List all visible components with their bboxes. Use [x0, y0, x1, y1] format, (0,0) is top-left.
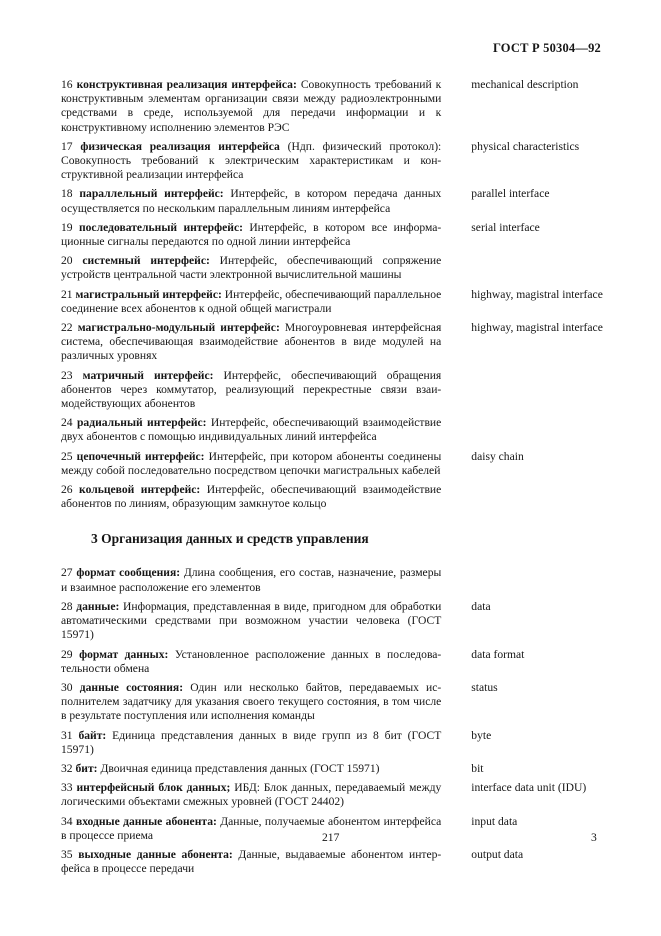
term-text: Интерфейс, в котором все информационные сигналы передаются по одной линии интерфейса: [61, 220, 442, 249]
term-text: Длина сообщения, его состав, назначение, размеры и взаимное расположение его элементов: [61, 566, 442, 594]
term-definition-ru: [61, 450, 441, 478]
term-text: Интерфейс, обеспечивающий параллельное соединение всех абонентов к одной общей магистрали: [61, 287, 442, 315]
term-english-equivalent: physical characteristics: [471, 139, 580, 153]
term-definition-ru: [61, 254, 441, 282]
term-english-equivalent: byte: [471, 728, 492, 742]
term-name: интерфейсный блок данных;: [76, 781, 231, 795]
term-text: Двоичная единица представления данных (ГОСТ 15971): [100, 761, 380, 775]
term-entry: [61, 483, 621, 511]
term-definition-ru: [61, 681, 441, 724]
term-name: бит:: [75, 761, 98, 775]
term-number: 30: [61, 680, 73, 694]
term-definition-ru: [61, 848, 441, 876]
term-entry: [61, 815, 621, 843]
term-definition-ru: [61, 600, 441, 643]
term-definition-ru: [61, 729, 441, 757]
term-text: Информация, представленная в виде, пригодном для обработки автоматическими средствами при возможном участии человека (ГОСТ 15971): [61, 599, 442, 642]
term-definition-ru: [61, 815, 441, 843]
term-number: 20: [61, 254, 73, 268]
term-definition-ru: [61, 288, 441, 316]
term-text: Данные, выдаваемые абонентом интерфейса в процессе передачи: [61, 847, 442, 876]
term-name: магистральный интерфейс:: [75, 287, 222, 301]
term-text: (Ндп. физический протокол): Совокупность требований к электрическим характеристикам и конструктивной реализации интерфейса: [61, 139, 442, 182]
term-name: системный интерфейс:: [82, 254, 210, 268]
term-number: 17: [61, 139, 73, 153]
term-english-equivalent: daisy chain: [471, 449, 524, 463]
term-entry: [61, 848, 621, 876]
term-number: 35: [61, 847, 73, 861]
term-name: байт:: [78, 728, 107, 742]
term-definition-ru: [61, 78, 441, 135]
document-body: [61, 78, 621, 881]
term-english-equivalent: serial interface: [471, 220, 540, 234]
term-text: Единица представления данных в виде групп из 8 бит (ГОСТ 15971): [61, 728, 442, 756]
term-english-equivalent: output data: [471, 847, 524, 861]
term-number: 27: [61, 566, 73, 580]
term-name: радиальный интерфейс:: [76, 416, 207, 430]
document-id: ГОСТ Р 50304—92: [492, 41, 601, 55]
term-entry: [61, 416, 621, 444]
term-entry: [61, 78, 621, 135]
term-name: формат сообщения:: [76, 566, 181, 580]
term-entry: [61, 781, 621, 809]
term-text: Интерфейс, при котором абоненты соединены между собой последовательно посредством цепочки магистральных кабелей: [61, 449, 442, 477]
term-name: последовательный интерфейс:: [78, 220, 243, 234]
term-text: Интерфейс, обеспечивающий взаимодействие двух абонентов с помощью индивидуальных линий интерфейса: [61, 416, 442, 444]
term-name: матричный интерфейс:: [82, 368, 214, 382]
term-entry: [61, 140, 621, 183]
term-definition-ru: [61, 483, 441, 511]
term-name: магистрально-модульный интерфейс:: [77, 321, 280, 335]
term-entry: [61, 187, 621, 215]
term-text: Интерфейс, обеспечивающий взаимодействие абонентов по линиям, образующим замкнутое кольцо: [61, 483, 442, 511]
term-english-equivalent: highway, magistral interface: [471, 321, 603, 335]
term-english-equivalent: highway, magistral interface: [471, 287, 603, 301]
term-entry: [61, 254, 621, 282]
term-english-equivalent: data format: [471, 647, 525, 661]
term-text: Установленное расположение данных в последовательности обмена: [61, 647, 442, 675]
term-text: Интерфейс, в котором передача данных осуществляется по нескольким параллельным линиям интерфейса: [61, 187, 442, 215]
term-text: Интерфейс, обеспечивающий обращения абонентов через коммутатор, реализующий перекрестные связи взаимодействующих абонентов: [61, 368, 442, 411]
term-name: цепочечный интерфейс:: [76, 449, 205, 463]
term-entry: [61, 450, 621, 478]
term-name: физическая реализация интерфейса: [80, 139, 280, 153]
term-number: 26: [61, 483, 73, 497]
sheet-number: 3: [591, 831, 597, 844]
term-english-equivalent: mechanical description: [471, 78, 579, 91]
term-definition-ru: [61, 321, 441, 364]
term-text: Данные, получаемые абонентом интерфейса в процессе приема: [61, 814, 442, 842]
term-name: кольцевой интерфейс:: [79, 483, 201, 497]
term-text: Многоуровневая интерфейсная система, обеспечивающая взаимодействие абонентов в виде модулей на различных уровнях: [61, 321, 442, 363]
term-text: Совокупность требований к конструктивным элементам организации связи между радиоэлектронными средствами в среде, используемой для передачи информации и к конструктивному исполнению элементов РЭС: [61, 78, 442, 134]
term-definition-ru: [61, 648, 441, 676]
term-list-section-3: [61, 566, 621, 876]
term-definition-ru: [61, 762, 441, 776]
term-number: 29: [61, 647, 73, 661]
term-name: формат данных:: [79, 647, 169, 661]
term-entry: [61, 729, 621, 757]
term-definition-ru: [61, 566, 441, 594]
term-english-equivalent: data: [471, 599, 491, 613]
term-number: 23: [61, 368, 73, 382]
term-definition-ru: [61, 781, 441, 809]
term-english-equivalent: input data: [471, 814, 518, 828]
term-number: 33: [61, 781, 73, 795]
term-definition-ru: [61, 187, 441, 215]
term-text: ИБД: Блок данных, передаваемый между логическими объектами смежных уровней (ГОСТ 24402): [61, 781, 442, 809]
term-number: 28: [61, 599, 73, 613]
term-entry: [61, 566, 621, 594]
term-name: параллельный интерфейс:: [79, 187, 224, 201]
term-number: 25: [61, 449, 73, 463]
term-entry: [61, 321, 621, 364]
term-name: конструктивная реализация интерфейса:: [76, 78, 297, 91]
term-definition-ru: [61, 140, 441, 183]
term-number: 19: [61, 220, 73, 234]
term-entry: [61, 762, 621, 776]
term-english-equivalent: bit: [471, 761, 484, 775]
term-number: 22: [61, 321, 73, 335]
term-entry: [61, 600, 621, 643]
term-entry: [61, 681, 621, 724]
term-name: данные состояния:: [79, 680, 184, 694]
term-definition-ru: [61, 221, 441, 249]
term-entry: [61, 369, 621, 412]
page-number: 217: [322, 831, 340, 844]
term-english-equivalent: parallel interface: [471, 187, 550, 201]
term-entry: [61, 288, 621, 316]
term-entry: [61, 221, 621, 249]
term-number: 31: [61, 728, 73, 742]
term-number: 34: [61, 814, 73, 828]
term-english-equivalent: interface data unit (IDU): [471, 781, 587, 795]
term-number: 24: [61, 416, 73, 430]
term-number: 21: [61, 287, 73, 301]
term-name: входные данные абонента:: [75, 814, 217, 828]
term-number: 18: [61, 187, 73, 201]
term-english-equivalent: status: [471, 680, 498, 694]
term-name: данные:: [76, 599, 120, 613]
term-text: Один или несколько байтов, передаваемых исполнителем задатчику для указания своего текущего состояния, в том числе в результате поступления или исполнения команды: [61, 680, 442, 723]
term-number: 32: [61, 761, 73, 775]
term-entry: [61, 648, 621, 676]
term-number: 16: [61, 78, 73, 91]
term-list-section-2: [61, 78, 621, 511]
term-text: Интерфейс, обеспечивающий сопряжение устройств центральной части электронной вычислительной машины: [61, 254, 442, 282]
term-name: выходные данные абонента:: [78, 847, 233, 861]
section-heading: 3 Организация данных и средств управления: [91, 531, 369, 547]
term-definition-ru: [61, 369, 441, 412]
term-definition-ru: [61, 416, 441, 444]
